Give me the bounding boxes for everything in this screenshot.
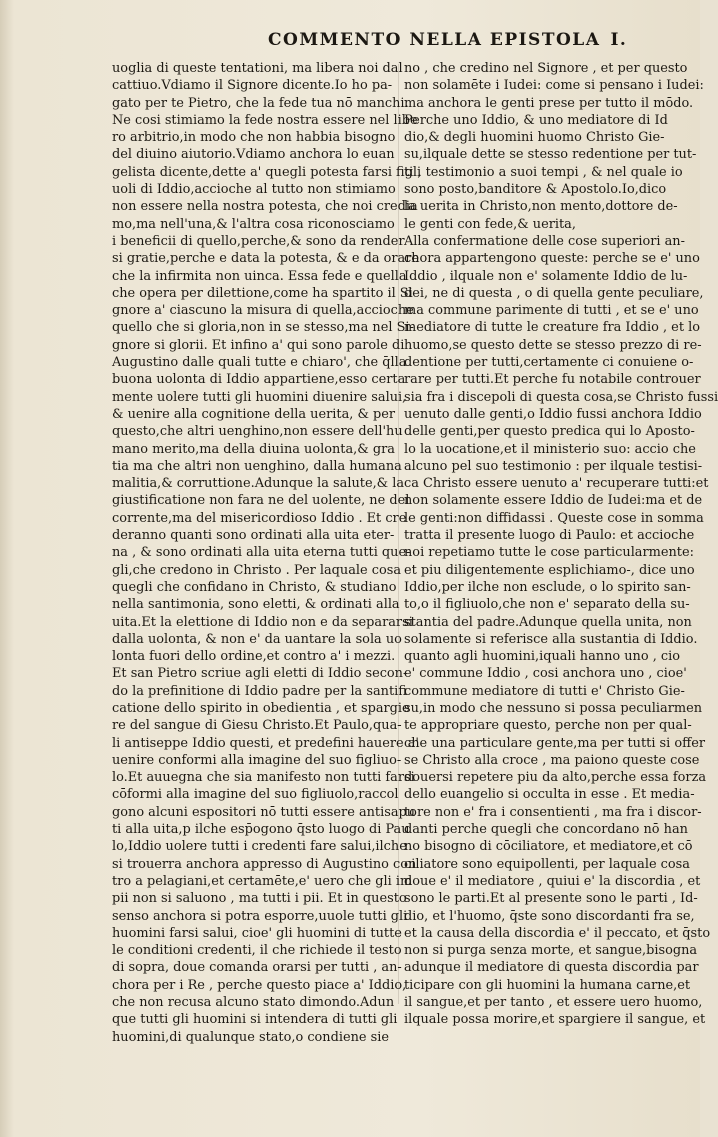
running-head-title: COMMENTO NELLA EPISTOLA <box>268 30 601 50</box>
text-line: malitia,& corruttione.Adunque la salute,& la <box>112 476 405 492</box>
text-line: quegli che confidano in Christo, & studiano <box>112 579 397 595</box>
text-line: lo la uocatione,et il ministerio suo: accio che <box>404 441 696 457</box>
page-number: I. <box>610 30 628 50</box>
text-line: ciliatore sono equipollenti, per laquale cosa <box>404 856 690 872</box>
text-line: alcuno pel suo testimonio : per ilquale testisi- <box>404 458 703 474</box>
text-line: gono alcuni espositori nō tutti essere antisapu <box>112 804 416 820</box>
text-line: le genti con fede,& uerita, <box>404 216 576 232</box>
text-line: danti perche quegli che concordano nō han <box>404 822 688 838</box>
text-line: catione dello spirito in obedientia , et spargie <box>112 700 410 716</box>
text-line: Et san Pietro scriue agli eletti di Iddio secon- <box>112 666 408 682</box>
text-line: ilquale possa morire,et spargiere il sangue, et <box>404 1012 706 1028</box>
text-line: ti alla uita,p ilche esp̄ogono q̄sto luogo di Pau <box>112 822 410 838</box>
text-line: no bisogno di cōciliatore, et mediatore,et cō <box>404 839 693 855</box>
text-line: to,o il figliuolo,che non e' separato della su- <box>404 597 690 613</box>
text-line: li antiseppe Iddio questi, et predefini hauere a' <box>112 735 419 751</box>
text-line: gelista dicente,dette a' quegli potesta farsi figli <box>112 164 422 180</box>
left-text-column <box>112 60 422 1046</box>
text-line: re del sangue di Giesu Christo.Et Paulo,qua- <box>112 718 402 734</box>
text-line: dalla uolonta, & non e' da uantare la sola uo <box>112 631 402 647</box>
text-line: gli,che credono in Christo . Per laquale cosa <box>112 562 402 578</box>
text-line: commune mediatore di tutti e' Christo Gie- <box>404 683 685 699</box>
text-line: dentione per tutti,certamente ci conuiene o- <box>404 355 694 371</box>
text-line: Alla confermatione delle cose superiori an- <box>404 233 685 249</box>
text-line: che la infirmita non uinca. Essa fede e quella <box>112 268 407 284</box>
text-line: uita.Et la elettione di Iddio non e da separarsi <box>112 614 413 630</box>
text-line: le genti:non diffidassi . Queste cose in somma <box>404 510 704 526</box>
text-line: uenuto dalle genti,o Iddio fussi anchora Iddio <box>404 406 702 422</box>
text-line: adunque il mediatore di questa discordia par <box>404 960 699 976</box>
text-line: se Christo alla croce , ma paiono queste cose <box>404 752 700 768</box>
text-line: delle genti,per questo predica qui lo Aposto- <box>404 424 695 440</box>
text-line: si gratie,perche e data la potesta, & e da orare <box>112 251 420 267</box>
text-line: lonta fuori dello ordine,et contro a' i mezzi. <box>112 649 396 665</box>
text-line: doue e' il mediatore , quiui e' la discordia , et <box>404 873 701 889</box>
text-line: giustificatione non fara ne del uolente, ne del <box>112 493 410 509</box>
text-line: dio, et l'huomo, q̄ste sono discordanti fra se, <box>404 908 695 924</box>
text-line: di sopra, doue comanda orarsi per tutti , an- <box>112 960 402 976</box>
text-line: non solamēte i Iudei: come si pensano i Iudei: <box>404 78 704 94</box>
text-line: non si purga senza morte, et sangue,bisogna <box>404 943 698 959</box>
right-text-column <box>404 60 718 1029</box>
text-line: lo.Et auuegna che sia manifesto non tutti farsi <box>112 770 415 786</box>
text-line: quello che si gloria,non in se stesso,ma nel Si- <box>112 320 414 336</box>
column-gutter <box>398 64 399 1004</box>
text-line: mo,ma nell'una,& l'altra cosa riconosciamo <box>112 216 395 232</box>
text-line: mano merito,ma della diuina uolonta,& gra <box>112 441 395 457</box>
text-line: chora per i Re , perche questo piace a' Iddio, <box>112 977 407 993</box>
text-line: et la causa della discordia e' il peccato, et q̄sto <box>404 925 711 941</box>
text-line: tratta il presente luogo di Paulo: et accioche <box>404 528 695 544</box>
text-line: et piu diligentemente esplichiamo-, dice uno <box>404 562 695 578</box>
text-line: huomini farsi salui, cioe' gli huomini di tutte <box>112 925 402 941</box>
text-line: questo,che altri uenghino,non essere dell'hu <box>112 424 403 440</box>
text-line: ro arbitrio,in modo che non habbia bisogno <box>112 130 396 146</box>
text-line: che opera per dilettione,come ha spartito il Si <box>112 285 413 301</box>
text-line: sono posto,banditore & Apostolo.Io,dico <box>404 182 667 198</box>
text-line: no , che credino nel Signore , et per questo <box>404 61 688 76</box>
text-line: Perche uno Iddio, & uno mediatore di Id <box>404 112 668 128</box>
text-line: rare per tutti.Et perche fu notabile controuer <box>404 372 701 388</box>
text-line: ca Christo essere uenuto a' recuperare tutti:et <box>404 476 709 492</box>
text-line: la uerita in Christo,non mento,dottore de- <box>404 199 678 215</box>
text-line: cōformi alla imagine del suo figliuolo,raccol <box>112 787 399 803</box>
text-line: su,ilquale dette se stesso redentione per tut- <box>404 147 697 163</box>
text-line: il sangue,et per tanto , et essere uero huomo, <box>404 995 703 1011</box>
text-line: na , & sono ordinati alla uita eterna tutti que- <box>112 545 411 561</box>
text-line: huomo,se questo dette se stesso prezzo di re- <box>404 337 702 353</box>
text-line: buona uolonta di Iddio appartiene,esso certa <box>112 372 406 388</box>
text-line: si trouerra anchora appresso di Augustino con <box>112 856 417 872</box>
text-line: douersi repetere piu da alto,perche essa forza <box>404 770 707 786</box>
text-line: do la prefinitione di Iddio padre per la santifi <box>112 683 407 699</box>
text-line: mediatore di tutte le creature fra Iddio , et lo <box>404 320 700 336</box>
text-line: gnore a' ciascuno la misura di quella,accioche <box>112 303 414 319</box>
text-line: del diuino aiutorio.Vdiamo anchora lo euan <box>112 147 395 163</box>
text-line: Iddio,per ilche non esclude, o lo spirito san- <box>404 579 691 595</box>
text-line: ma anchora le genti prese per tutto il mōdo. <box>404 95 694 111</box>
text-line: Augustino dalle quali tutte e chiaro', che q̄lla <box>112 355 407 371</box>
text-line: nella santimonia, sono eletti, & ordinati alla <box>112 597 400 613</box>
text-line: non solamente essere Iddio de Iudei:ma et de <box>404 493 703 509</box>
text-line: noi repetiamo tutte le cose particularmente: <box>404 545 694 561</box>
text-line: mente uolere tutti gli huomini diuenire salui, <box>112 389 407 405</box>
text-line: quanto agli huomini,iquali hanno uno , cio <box>404 649 681 665</box>
text-line: Ne cosi stimiamo la fede nostra essere nel libe <box>112 112 418 128</box>
text-line: ma commune parimente di tutti , et se e' uno <box>404 303 699 319</box>
text-line: e' commune Iddio , cosi anchora uno , cioe' <box>404 666 687 682</box>
text-line: Iddio , ilquale non e' solamente Iddio de lu- <box>404 268 688 284</box>
text-line: que tutti gli huomini si intendera di tutti gli <box>112 1012 398 1028</box>
text-line: sono le parti.Et al presente sono le parti , Id- <box>404 891 698 907</box>
text-line: uoli di Iddio,accioche al tutto non stimiamo <box>112 182 396 198</box>
text-line: che una particulare gente,ma per tutti si offer <box>404 735 706 751</box>
text-line: dello euangelio si occulta in esse . Et media- <box>404 787 695 803</box>
text-line: lo,Iddio uolere tutti i credenti fare salui,ilche <box>112 839 407 855</box>
text-line: chora appartengono queste: perche se e' uno <box>404 251 700 267</box>
text-line: solamente si referisce alla sustantia di Iddio. <box>404 631 698 647</box>
text-line: dio,& degli huomini huomo Christo Gie- <box>404 130 665 146</box>
text-line: su,in modo che nessuno si possa peculiarmen <box>404 700 703 716</box>
text-line: dei, ne di questa , o di quella gente peculiare, <box>404 285 704 301</box>
text-line: uenire conformi alla imagine del suo figliuo- <box>112 752 402 768</box>
text-line: tore non e' fra i consentienti , ma fra i discor- <box>404 804 702 820</box>
text-line: non essere nella nostra potesta, che noi credia <box>112 199 418 215</box>
text-line: & uenire alla cognitione della uerita, & per <box>112 406 396 422</box>
text-line: ti , testimonio a suoi tempi , & nel quale io <box>404 164 683 180</box>
text-line: deranno quanti sono ordinati alla uita eter- <box>112 528 395 544</box>
text-line: senso anchora si potra esporre,uuole tutti gli <box>112 908 408 924</box>
text-line: ticipare con gli huomini la humana carne,et <box>404 977 691 993</box>
text-line: che non recusa alcuno stato dimondo.Adun <box>112 995 395 1011</box>
text-line: stantia del padre.Adunque quella unita, non <box>404 614 692 630</box>
text-line: cattiuo.Vdiamo il Signore dicente.Io ho pa- <box>112 78 393 94</box>
running-head <box>268 30 627 50</box>
text-line: pii non si saluono , ma tutti i pii. Et in questo <box>112 891 407 907</box>
text-line: huomini,di qualunque stato,o condiene sie <box>112 1029 390 1045</box>
text-line: corrente,ma del misericordioso Iddio . Et cre <box>112 510 407 526</box>
text-line: tia ma che altri non uenghino, dalla humana <box>112 458 402 474</box>
text-line: uoglia di queste tentationi, ma libera noi dal <box>112 61 403 76</box>
text-line: gato per te Pietro, che la fede tua nō manchi. <box>112 95 409 111</box>
text-line: le conditioni credenti, il che richiede il testo <box>112 943 402 959</box>
text-line: gnore si glorii. Et infino a' qui sono parole di <box>112 337 405 353</box>
text-line: i beneficii di quello,perche,& sono da render <box>112 233 405 249</box>
text-line: te appropriare questo, perche non per qual- <box>404 718 692 734</box>
text-line: sia fra i discepoli di questa cosa,se Christo fussi <box>404 389 718 405</box>
text-line: tro a pelagiani,et certamēte,e' uero che gli im <box>112 873 413 889</box>
